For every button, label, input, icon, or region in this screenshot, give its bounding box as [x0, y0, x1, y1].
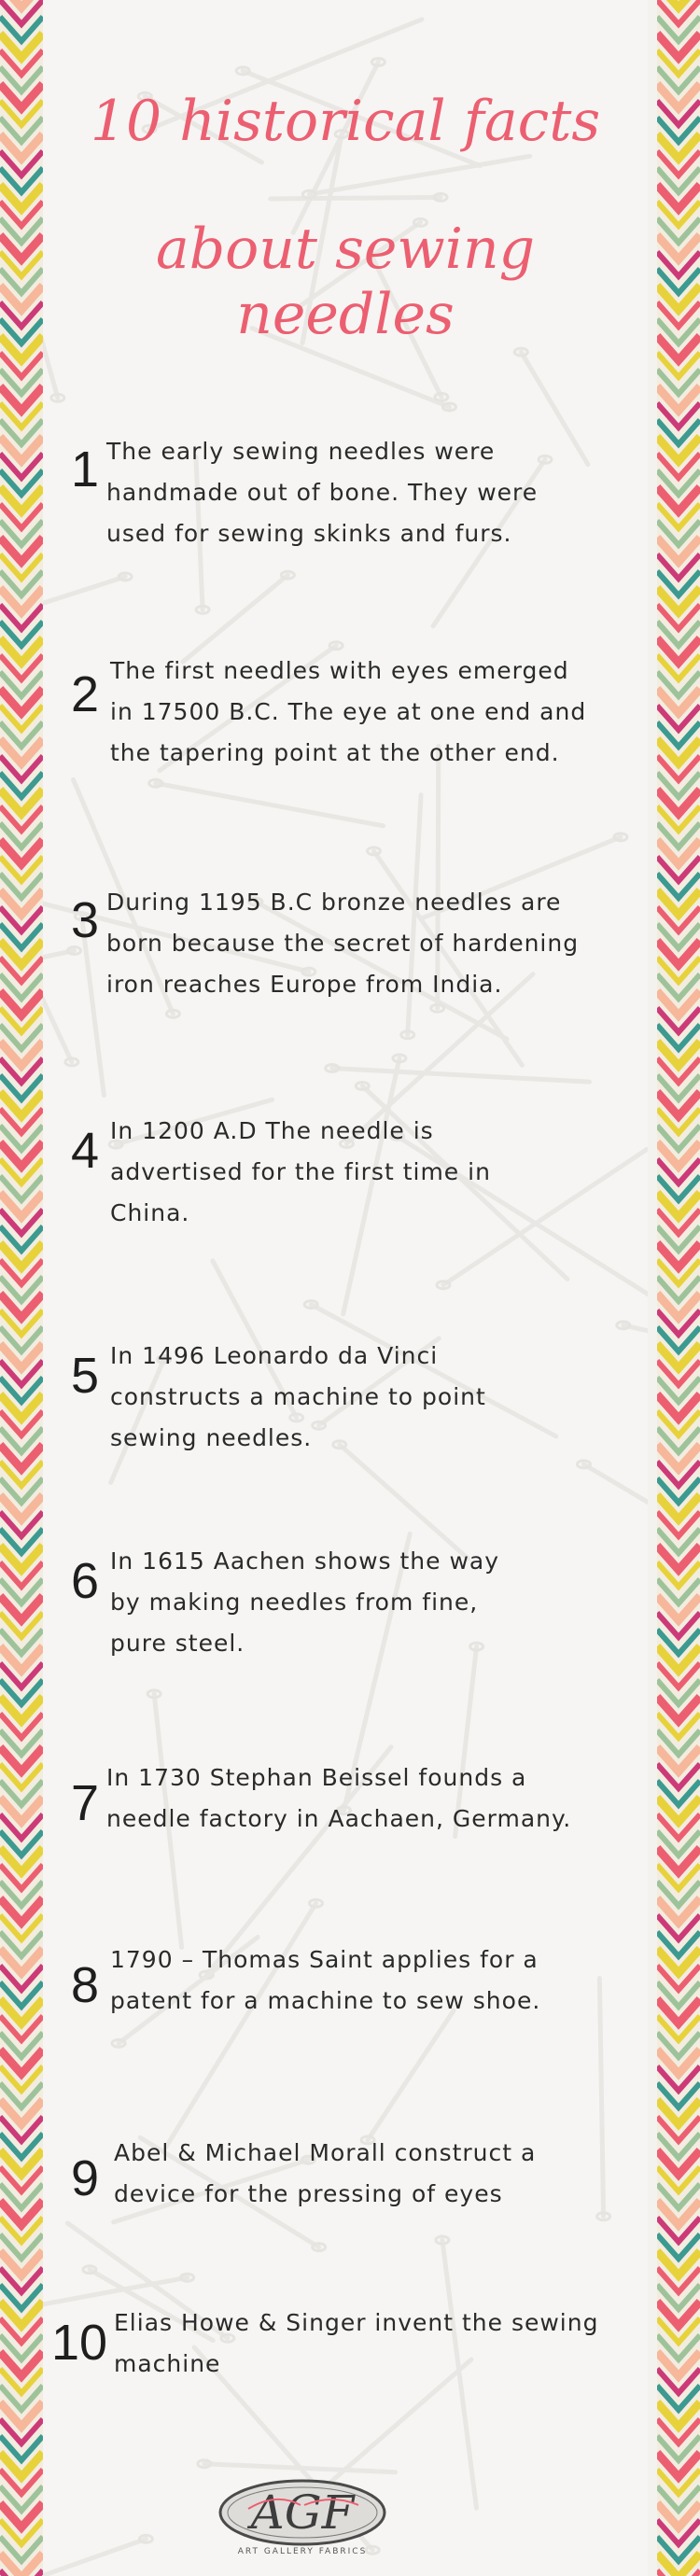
- needle-shape: [309, 156, 529, 194]
- fact-number: 2: [70, 666, 100, 722]
- fact-text-line: In 1615 Aachen shows the way: [110, 1547, 500, 1575]
- fact-text: [106, 431, 638, 554]
- fact-text-line: iron reaches Europe from India.: [106, 971, 503, 998]
- title-line-2: about sewing needles: [155, 217, 536, 347]
- needle-shape: [183, 575, 287, 662]
- fact-text-line: The first needles with eyes emerged: [110, 657, 569, 684]
- logo-letters: AGF: [250, 2485, 355, 2540]
- fact-text-line: The early sewing needles were: [106, 438, 496, 465]
- fact-number: 6: [70, 1553, 100, 1609]
- needle-shape: [43, 950, 75, 1012]
- fact-text-line: Abel & Michael Morall construct a: [114, 2139, 537, 2166]
- fact-text-line: born because the secret of hardening: [106, 930, 580, 957]
- fact-text-line: patent for a machine to sew shoe.: [110, 1987, 541, 2014]
- content-panel: [43, 0, 648, 2576]
- fact-text-line: the tapering point at the other end.: [110, 739, 560, 766]
- fact-number: 8: [70, 1957, 100, 2013]
- fact-text-line: sewing needles.: [110, 1424, 313, 1451]
- logo-caption: ART GALLERY FABRICS: [237, 2547, 368, 2556]
- fact-text: [110, 1336, 642, 1459]
- fact-text-line: China.: [110, 1199, 190, 1226]
- fact-text-line: pure steel.: [110, 1630, 245, 1657]
- needle-shape: [156, 783, 384, 826]
- fact-text-line: by making needles from fine,: [110, 1589, 479, 1616]
- needle-shape: [43, 2539, 146, 2576]
- fact-number: 3: [70, 892, 100, 948]
- right-chevron-border: [657, 0, 700, 2576]
- fact-number: 10: [50, 2315, 108, 2371]
- fact-number: 4: [70, 1123, 100, 1179]
- fact-text: [110, 1111, 642, 1234]
- needle-shape: [43, 577, 125, 622]
- fact-text: [106, 1757, 638, 1840]
- fact-text: [114, 2133, 646, 2215]
- needle-shape: [368, 2010, 454, 2139]
- fact-text: [110, 1939, 642, 2022]
- fact-text-line: advertised for the first time in: [110, 1158, 491, 1185]
- fact-text: [110, 1541, 642, 1664]
- needle-shape: [271, 197, 441, 199]
- fact-number: 7: [70, 1775, 100, 1831]
- fact-text: [110, 651, 642, 774]
- fact-text-line: used for sewing skinks and furs.: [106, 520, 512, 547]
- fact-number: 1: [70, 441, 100, 497]
- fact-text-line: In 1496 Leonardo da Vinci: [110, 1342, 439, 1369]
- fact-text-line: machine: [114, 2350, 221, 2377]
- needle-shape: [583, 1464, 648, 1545]
- fact-text-line: Elias Howe & Singer invent the sewing: [114, 2309, 599, 2336]
- title-line-1: 10 historical facts: [90, 89, 601, 154]
- fact-text-line: 1790 – Thomas Saint applies for a: [110, 1946, 539, 1973]
- needle-shape: [332, 1068, 590, 1082]
- fact-text-line: In 1200 A.D The needle is: [110, 1117, 434, 1144]
- fact-text-line: in 17500 B.C. The eye at one end and: [110, 698, 587, 725]
- left-chevron-border: [0, 0, 43, 2576]
- fact-text-line: needle factory in Aachaen, Germany.: [106, 1805, 572, 1832]
- fact-text-line: constructs a machine to point: [110, 1383, 486, 1410]
- fact-number: 5: [70, 1348, 100, 1404]
- fact-text: [106, 882, 638, 1005]
- fact-text-line: During 1195 B.C bronze needles are: [106, 889, 562, 916]
- fact-text-line: device for the pressing of eyes: [114, 2180, 503, 2207]
- fact-text: [114, 2303, 646, 2385]
- fact-text-line: handmade out of bone. They were: [106, 479, 539, 506]
- fact-text-line: In 1730 Stephan Beissel founds a: [106, 1764, 527, 1791]
- fact-number: 9: [70, 2150, 100, 2206]
